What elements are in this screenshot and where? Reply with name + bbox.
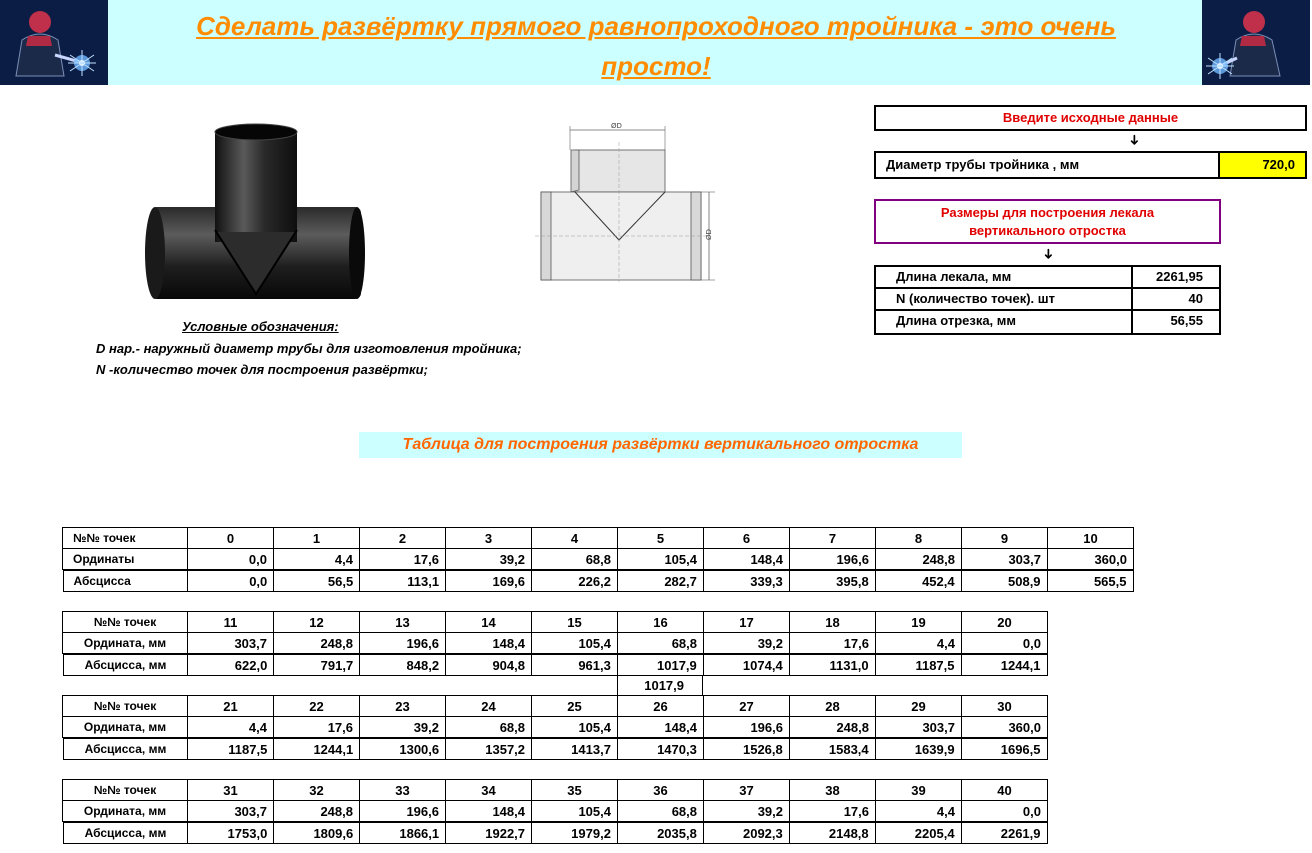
points-table-2: [62, 611, 1048, 673]
table-cell: 0,0: [962, 633, 1048, 654]
title-line-1: Сделать развёртку прямого равнопроходного тройника - это очень: [196, 11, 1116, 41]
table-cell: 1866,1: [360, 823, 446, 844]
table-cell: 30: [962, 696, 1048, 717]
table-cell: 4,4: [188, 717, 274, 738]
legend-line-1: D нар.- наружный диаметр трубы для изготовления тройника;: [96, 341, 522, 356]
table-cell: 9: [962, 528, 1048, 549]
table-cell: 40: [962, 780, 1048, 801]
table-cell: 1244,1: [274, 739, 360, 760]
table-cell: 1187,5: [875, 655, 961, 676]
table-cell: 148,4: [446, 801, 532, 822]
table-cell: 21: [188, 696, 274, 717]
table-cell: 169,6: [446, 571, 532, 592]
table-cell: 248,8: [790, 717, 876, 738]
table-cell: 1: [274, 528, 360, 549]
points-table-4: [62, 779, 1048, 841]
ordinate-row: [63, 801, 1048, 822]
table-caption: Таблица для построения развёртки вертикального отростка: [359, 432, 962, 458]
ordinate-row: [63, 633, 1048, 654]
table-cell: 6: [704, 528, 790, 549]
abscissa-row: [63, 654, 1048, 676]
table-cell: 0: [188, 528, 274, 549]
points-row: [63, 696, 1048, 717]
diameter-label: Диаметр трубы тройника , мм: [876, 153, 1220, 177]
dims-header-line-1: Размеры для построения лекала: [940, 205, 1155, 220]
table-cell: 1922,7: [446, 823, 532, 844]
table-cell: 33: [360, 780, 446, 801]
points-table-3: [62, 695, 1048, 757]
table-cell: 1357,2: [446, 739, 532, 760]
row-header: Ординаты: [63, 549, 188, 570]
table-cell: 1470,3: [617, 739, 703, 760]
diameter-input[interactable]: 720,0: [1220, 153, 1305, 177]
table-cell: 0,0: [188, 549, 274, 570]
table-cell: 38: [790, 780, 876, 801]
table-cell: 31: [188, 780, 274, 801]
table-cell: 14: [446, 612, 532, 633]
table-cell: 17,6: [790, 801, 876, 822]
dims-label: N (количество точек). шт: [876, 289, 1133, 309]
table-cell: 105,4: [532, 717, 618, 738]
table-cell: 7: [790, 528, 876, 549]
table-cell: 508,9: [961, 571, 1047, 592]
table-cell: 105,4: [618, 549, 704, 570]
table-cell: 4: [532, 528, 618, 549]
dims-label: Длина лекала, мм: [876, 267, 1133, 287]
table-cell: 3: [446, 528, 532, 549]
row-header: Абсцисса, мм: [63, 823, 188, 844]
abscissa-row: [63, 822, 1048, 844]
table-cell: 27: [704, 696, 790, 717]
table-cell: 13: [360, 612, 446, 633]
diameter-row: [874, 151, 1307, 179]
table-cell: 39,2: [704, 801, 790, 822]
table-cell: 4,4: [876, 801, 962, 822]
table-cell: 196,6: [790, 549, 876, 570]
table-cell: 2261,9: [961, 823, 1047, 844]
row-header: Ордината, мм: [63, 717, 188, 738]
table-cell: 1074,4: [703, 655, 789, 676]
table-cell: 248,8: [876, 549, 962, 570]
table-cell: 36: [618, 780, 704, 801]
table-cell: 360,0: [962, 717, 1048, 738]
points-row: [63, 528, 1134, 549]
table-cell: 68,8: [618, 633, 704, 654]
table-cell: 2035,8: [617, 823, 703, 844]
table-cell: 1244,1: [961, 655, 1047, 676]
table-cell: 8: [876, 528, 962, 549]
table-cell: 1413,7: [532, 739, 618, 760]
table-cell: 1696,5: [961, 739, 1047, 760]
table-cell: 360,0: [1048, 549, 1134, 570]
table-cell: 35: [532, 780, 618, 801]
table-cell: 339,3: [703, 571, 789, 592]
arrow-down-icon-2: ➜: [1040, 248, 1057, 260]
table-cell: 303,7: [188, 633, 274, 654]
row-header: №№ точек: [63, 780, 188, 801]
table-cell: 1753,0: [188, 823, 274, 844]
table-cell: 39: [876, 780, 962, 801]
table-cell: 196,6: [360, 801, 446, 822]
table-cell: 303,7: [188, 801, 274, 822]
table-cell: 11: [188, 612, 274, 633]
table-cell: 1979,2: [532, 823, 618, 844]
table-cell: 10: [1048, 528, 1134, 549]
table-cell: 4,4: [876, 633, 962, 654]
template-dims-header: [874, 199, 1221, 244]
table-cell: 68,8: [532, 549, 618, 570]
dims-value: 40: [1188, 291, 1203, 306]
table-cell: 23: [360, 696, 446, 717]
page-title: [108, 6, 1204, 86]
welder-logo-left-icon: [0, 0, 108, 85]
table-cell: 226,2: [532, 571, 618, 592]
table-cell: 15: [532, 612, 618, 633]
table-cell: 148,4: [618, 717, 704, 738]
table-cell: 848,2: [360, 655, 446, 676]
dim-top-label: ØD: [611, 122, 622, 130]
row-header: Ордината, мм: [63, 633, 188, 654]
table-cell: 452,4: [875, 571, 961, 592]
template-dims-table: [874, 265, 1221, 335]
ordinate-row: [63, 717, 1048, 738]
table-cell: 17,6: [274, 717, 360, 738]
table-cell: 4,4: [274, 549, 360, 570]
welder-logo-right-icon: [1202, 0, 1310, 85]
table-cell: 32: [274, 780, 360, 801]
table-cell: 2205,4: [875, 823, 961, 844]
row-header: №№ точек: [63, 612, 188, 633]
table-cell: 1131,0: [789, 655, 875, 676]
dims-row-length: [876, 267, 1219, 289]
table-cell: 105,4: [532, 801, 618, 822]
table-cell: 0,0: [962, 801, 1048, 822]
table-cell: 39,2: [360, 717, 446, 738]
table-cell: 282,7: [617, 571, 703, 592]
stray-cell: 1017,9: [617, 675, 703, 696]
abscissa-row: [63, 570, 1134, 592]
table-cell: 0,0: [188, 571, 274, 592]
dim-side-label: ØD: [705, 229, 713, 240]
abscissa-row: [63, 738, 1048, 760]
table-cell: 303,7: [962, 549, 1048, 570]
table-cell: 148,4: [446, 633, 532, 654]
table-cell: 17,6: [360, 549, 446, 570]
table-cell: 1583,4: [789, 739, 875, 760]
table-cell: 2: [360, 528, 446, 549]
table-cell: 25: [532, 696, 618, 717]
table-cell: 26: [618, 696, 704, 717]
table-cell: 303,7: [876, 717, 962, 738]
table-cell: 248,8: [274, 801, 360, 822]
table-cell: 5: [618, 528, 704, 549]
table-cell: 17,6: [790, 633, 876, 654]
row-header: Ордината, мм: [63, 801, 188, 822]
table-cell: 28: [790, 696, 876, 717]
tee-drawing: [535, 122, 720, 287]
table-cell: 148,4: [704, 549, 790, 570]
table-cell: 12: [274, 612, 360, 633]
table-cell: 17: [704, 612, 790, 633]
table-cell: 1187,5: [188, 739, 274, 760]
table-cell: 1300,6: [360, 739, 446, 760]
table-cell: 904,8: [446, 655, 532, 676]
table-cell: 39,2: [446, 549, 532, 570]
dims-header-line-2: вертикального отростка: [969, 223, 1126, 238]
table-cell: 1526,8: [703, 739, 789, 760]
legend-title: Условные обозначения:: [182, 319, 339, 334]
table-cell: 1017,9: [617, 655, 703, 676]
table-cell: 24: [446, 696, 532, 717]
row-header: №№ точек: [63, 696, 188, 717]
table-cell: 18: [790, 612, 876, 633]
row-header: Абсцисса, мм: [63, 739, 188, 760]
table-cell: 20: [962, 612, 1048, 633]
dims-row-points: [876, 289, 1219, 311]
table-cell: 565,5: [1047, 571, 1133, 592]
row-header: №№ точек: [63, 528, 188, 549]
table-cell: 196,6: [360, 633, 446, 654]
table-cell: 791,7: [274, 655, 360, 676]
table-cell: 22: [274, 696, 360, 717]
table-cell: 34: [446, 780, 532, 801]
points-row: [63, 612, 1048, 633]
table-cell: 56,5: [274, 571, 360, 592]
table-cell: 395,8: [789, 571, 875, 592]
dims-row-segment: [876, 311, 1219, 333]
ordinate-row: [63, 549, 1134, 570]
points-row: [63, 780, 1048, 801]
points-table-1: [62, 527, 1134, 589]
table-cell: 196,6: [704, 717, 790, 738]
table-cell: 2148,8: [789, 823, 875, 844]
row-header: Абсцисса: [63, 571, 188, 592]
legend-line-2: N -количество точек для построения развёртки;: [96, 362, 428, 377]
table-cell: 622,0: [188, 655, 274, 676]
input-header: Введите исходные данные: [874, 105, 1307, 131]
dims-value: 56,55: [1170, 313, 1203, 328]
title-line-2: просто!: [601, 51, 711, 81]
table-cell: 1809,6: [274, 823, 360, 844]
table-cell: 2092,3: [703, 823, 789, 844]
row-header: Абсцисса, мм: [63, 655, 188, 676]
table-cell: 248,8: [274, 633, 360, 654]
dims-label: Длина отрезка, мм: [876, 311, 1133, 333]
table-cell: 113,1: [360, 571, 446, 592]
table-cell: 16: [618, 612, 704, 633]
table-cell: 29: [876, 696, 962, 717]
table-cell: 68,8: [618, 801, 704, 822]
table-cell: 1639,9: [875, 739, 961, 760]
table-cell: 39,2: [704, 633, 790, 654]
table-cell: 961,3: [531, 655, 617, 676]
table-cell: 68,8: [446, 717, 532, 738]
table-cell: 19: [876, 612, 962, 633]
table-cell: 37: [704, 780, 790, 801]
tee-photo: [145, 122, 367, 302]
dims-value: 2261,95: [1156, 269, 1203, 284]
table-cell: 105,4: [532, 633, 618, 654]
arrow-down-icon-1: ➜: [1126, 134, 1143, 146]
